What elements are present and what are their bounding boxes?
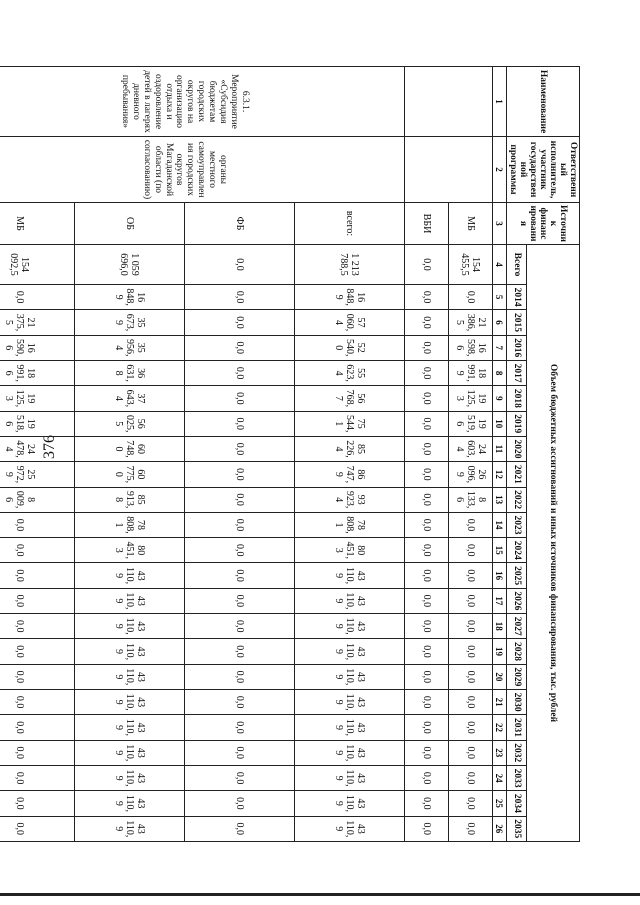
year-value-cell: 0,0 [185,436,295,461]
year-value-cell: 16 848,9 [295,285,405,310]
total-value-cell: 1 213 788,5 [295,245,405,285]
year-value-cell: 0,0 [0,563,75,588]
year-value-cell: 0,0 [0,588,75,613]
header-year: 2023 [507,512,527,537]
year-value-cell: 0,0 [405,335,449,360]
year-value-cell: 18 991,6 [0,360,75,385]
year-value-cell: 0,0 [449,791,493,816]
total-value-cell: 154 455,5 [449,245,493,285]
source-cell: ВБИ [405,203,449,245]
year-value-cell: 0,0 [185,816,295,841]
table-container [3,66,580,842]
responsible-cell-continued [405,137,493,203]
year-value-cell: 55 623,4 [295,360,405,385]
header-year: 2035 [507,816,527,841]
year-value-cell: 86 747,9 [295,462,405,487]
year-value-cell: 0,0 [0,639,75,664]
year-value-cell: 0,0 [0,538,75,563]
year-value-cell: 80 451,3 [75,538,185,563]
header-year: 2020 [507,436,527,461]
year-value-cell: 0,0 [405,664,449,689]
year-value-cell: 0,0 [405,791,449,816]
event-name: 6.3.1. Мероприятие «Субсидия бюджетам городских округов на организацию отдыха и оздоровление детей в лагерях дневного пребывания» [0,67,405,137]
year-value-cell: 35 956,4 [75,335,185,360]
column-number: 15 [493,538,507,563]
year-value-cell: 16 598,6 [449,335,493,360]
year-value-cell: 0,0 [185,765,295,790]
total-value-cell: 1 059 696,0 [75,245,185,285]
year-value-cell: 0,0 [405,411,449,436]
year-value-cell: 0,0 [449,538,493,563]
year-value-cell: 0,0 [185,614,295,639]
year-value-cell: 57 060,4 [295,310,405,335]
column-number: 11 [493,436,507,461]
year-value-cell: 0,0 [405,386,449,411]
year-value-cell: 0,0 [449,765,493,790]
year-value-cell: 43 110,9 [295,765,405,790]
table-row [449,67,493,842]
year-value-cell: 0,0 [185,588,295,613]
event-responsible: органы местного самоуправления городских округов Магаданской области (по согласованию) [0,137,405,203]
year-value-cell: 43 110,9 [295,816,405,841]
year-value-cell: 24 478,4 [0,436,75,461]
year-value-cell: 0,0 [449,563,493,588]
year-value-cell: 0,0 [185,411,295,436]
table-row [295,67,405,842]
year-value-cell: 93 923,4 [295,487,405,512]
year-value-cell: 0,0 [185,664,295,689]
year-value-cell: 0,0 [449,664,493,689]
header-year: 2026 [507,588,527,613]
source-cell: МБ [449,203,493,245]
source-cell: МБ [0,203,75,245]
column-number: 8 [493,360,507,385]
column-number: 20 [493,664,507,689]
column-number: 1 [493,67,507,137]
year-value-cell: 16 848,9 [75,285,185,310]
year-value-cell: 43 110,9 [75,816,185,841]
column-number: 6 [493,310,507,335]
year-value-cell: 19 125,3 [0,386,75,411]
year-value-cell: 75 544,1 [295,411,405,436]
header-year: 2016 [507,335,527,360]
year-value-cell: 0,0 [185,487,295,512]
column-number: 14 [493,512,507,537]
year-value-cell: 19 518,6 [0,411,75,436]
header-year: 2014 [507,285,527,310]
year-value-cell: 0,0 [185,512,295,537]
header-volume: Объем бюджетных ассигнований и иных источников финансирования, тыс. рублей [527,245,580,842]
header-year: 2029 [507,664,527,689]
year-value-cell: 0,0 [405,816,449,841]
year-value-cell: 43 110,9 [295,639,405,664]
header-year: 2028 [507,639,527,664]
year-value-cell: 0,0 [185,715,295,740]
header-year: 2032 [507,740,527,765]
year-value-cell: 0,0 [405,512,449,537]
year-value-cell: 0,0 [405,538,449,563]
column-number: 3 [493,203,507,245]
year-value-cell: 0,0 [449,690,493,715]
header-year: 2018 [507,386,527,411]
budget-table [0,66,580,842]
column-number: 19 [493,639,507,664]
year-value-cell: 0,0 [449,639,493,664]
year-value-cell: 52 540,0 [295,335,405,360]
year-value-cell: 43 110,9 [295,690,405,715]
year-value-cell: 43 110,9 [295,588,405,613]
source-cell: всего: [295,203,405,245]
column-number: 17 [493,588,507,613]
year-value-cell: 0,0 [449,816,493,841]
header-year: 2027 [507,614,527,639]
year-value-cell: 19 519,6 [449,411,493,436]
year-value-cell: 0,0 [405,588,449,613]
header-source: Источник финансирования [507,203,580,245]
year-value-cell: 85 226,4 [295,436,405,461]
year-value-cell: 43 110,9 [295,664,405,689]
year-value-cell: 0,0 [185,285,295,310]
year-value-cell: 0,0 [185,791,295,816]
year-value-cell: 24 603,4 [449,436,493,461]
year-value-cell: 43 110,9 [75,664,185,689]
total-value-cell: 0,0 [185,245,295,285]
header-year: 2019 [507,411,527,436]
year-value-cell: 0,0 [405,487,449,512]
year-value-cell: 0,0 [405,690,449,715]
column-number: 22 [493,715,507,740]
year-value-cell: 0,0 [449,588,493,613]
column-number: 10 [493,411,507,436]
year-value-cell: 36 631,8 [75,360,185,385]
year-value-cell: 16 590,6 [0,335,75,360]
year-value-cell: 43 110,9 [75,765,185,790]
column-number: 24 [493,765,507,790]
year-value-cell: 43 110,9 [295,740,405,765]
year-value-cell: 0,0 [185,740,295,765]
year-value-cell: 0,0 [405,765,449,790]
year-value-cell: 8 133,6 [449,487,493,512]
column-number: 2 [493,137,507,203]
footer-rule [0,893,640,896]
year-value-cell: 0,0 [0,614,75,639]
year-value-cell: 0,0 [405,360,449,385]
header-year: 2021 [507,462,527,487]
year-value-cell: 21 375,5 [0,310,75,335]
year-value-cell: 0,0 [449,285,493,310]
year-value-cell: 80 451,3 [295,538,405,563]
year-value-cell: 0,0 [185,639,295,664]
year-value-cell: 43 110,9 [75,690,185,715]
year-value-cell: 0,0 [405,639,449,664]
year-value-cell: 0,0 [185,310,295,335]
year-value-cell: 0,0 [0,512,75,537]
year-value-cell: 0,0 [0,285,75,310]
year-value-cell: 60 748,0 [75,436,185,461]
year-value-cell: 0,0 [405,563,449,588]
year-value-cell: 0,0 [405,614,449,639]
year-value-cell: 0,0 [0,664,75,689]
year-value-cell: 0,0 [0,715,75,740]
year-value-cell: 0,0 [185,538,295,563]
year-value-cell: 0,0 [405,715,449,740]
year-value-cell: 78 808,1 [75,512,185,537]
header-year: 2025 [507,563,527,588]
header-name: Наименование [507,67,580,137]
year-value-cell: 0,0 [405,310,449,335]
page-number: 376 [41,435,58,459]
year-value-cell: 0,0 [449,614,493,639]
total-value-cell: 154 092,5 [0,245,75,285]
year-value-cell: 0,0 [449,715,493,740]
year-value-cell: 0,0 [185,335,295,360]
year-value-cell: 43 110,9 [295,614,405,639]
year-value-cell: 37 643,4 [75,386,185,411]
header-year: 2033 [507,765,527,790]
name-cell-continued [405,67,493,137]
year-value-cell: 0,0 [0,765,75,790]
year-value-cell: 85 913,8 [75,487,185,512]
year-value-cell: 43 110,9 [75,614,185,639]
column-number: 9 [493,386,507,411]
header-year: 2015 [507,310,527,335]
column-number: 5 [493,285,507,310]
year-value-cell: 43 110,9 [295,563,405,588]
year-value-cell: 0,0 [185,386,295,411]
column-number: 7 [493,335,507,360]
column-number: 12 [493,462,507,487]
year-value-cell: 43 110,9 [75,588,185,613]
column-number: 21 [493,690,507,715]
year-value-cell: 43 110,9 [75,740,185,765]
year-value-cell: 56 768,7 [295,386,405,411]
year-value-cell: 25 972,9 [0,462,75,487]
year-value-cell: 0,0 [405,285,449,310]
column-number: 25 [493,791,507,816]
year-value-cell: 35 673,9 [75,310,185,335]
header-total: Всего [507,245,527,285]
year-value-cell: 0,0 [185,563,295,588]
year-value-cell: 0,0 [405,436,449,461]
year-value-cell: 43 110,9 [295,791,405,816]
year-value-cell: 78 808,1 [295,512,405,537]
year-value-cell: 0,0 [0,791,75,816]
year-value-cell: 0,0 [449,740,493,765]
year-value-cell: 0,0 [405,740,449,765]
rotated-table-frame [3,66,580,842]
total-value-cell: 0,0 [405,245,449,285]
header-year: 2024 [507,538,527,563]
column-number: 4 [493,245,507,285]
header-year: 2034 [507,791,527,816]
year-value-cell: 21 386,5 [449,310,493,335]
year-value-cell: 0,0 [0,740,75,765]
header-year: 2031 [507,715,527,740]
year-value-cell: 8 009,6 [0,487,75,512]
header-year: 2022 [507,487,527,512]
year-value-cell: 0,0 [405,462,449,487]
year-value-cell: 43 110,9 [75,791,185,816]
header-year: 2030 [507,690,527,715]
year-value-cell: 0,0 [0,816,75,841]
year-value-cell: 0,0 [0,690,75,715]
column-number: 13 [493,487,507,512]
year-value-cell: 18 991,9 [449,360,493,385]
header-year: 2017 [507,360,527,385]
year-value-cell: 0,0 [185,690,295,715]
year-value-cell: 60 775,0 [75,462,185,487]
year-value-cell: 56 025,5 [75,411,185,436]
year-value-cell: 19 125,3 [449,386,493,411]
year-value-cell: 0,0 [185,360,295,385]
column-number: 18 [493,614,507,639]
year-value-cell: 26 096,9 [449,462,493,487]
year-value-cell: 0,0 [449,512,493,537]
year-value-cell: 43 110,9 [75,563,185,588]
year-value-cell: 43 110,9 [75,639,185,664]
year-value-cell: 43 110,9 [75,715,185,740]
column-number: 23 [493,740,507,765]
source-cell: ФБ [185,203,295,245]
column-number: 16 [493,563,507,588]
source-cell: ОБ [75,203,185,245]
header-responsible: Ответственный исполнитель, участник государственной программы [507,137,580,203]
column-number: 26 [493,816,507,841]
year-value-cell: 0,0 [185,462,295,487]
year-value-cell: 43 110,9 [295,715,405,740]
